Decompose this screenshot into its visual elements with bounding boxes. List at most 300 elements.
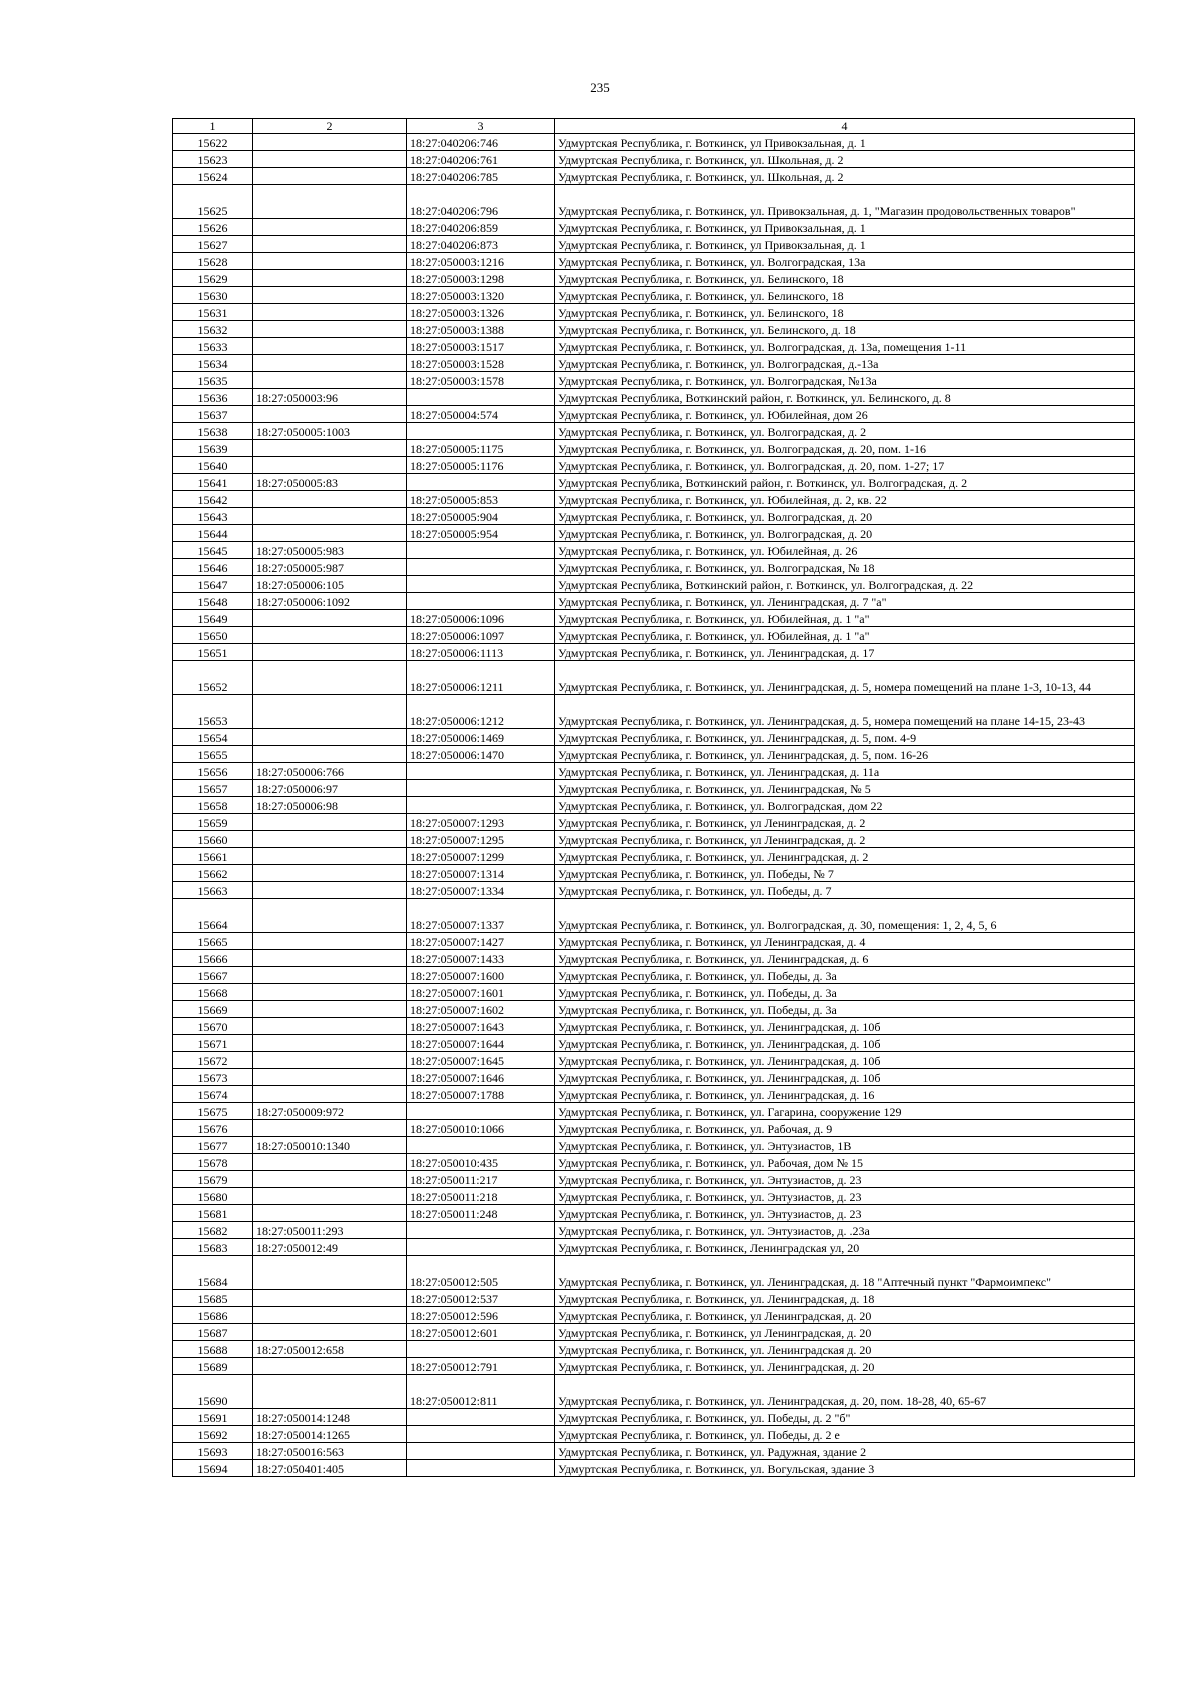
row-number: 15663 — [173, 882, 253, 899]
registry-table — [172, 118, 1135, 1477]
address: Удмуртская Республика, г. Воткинск, ул. Радужная, здание 2 — [555, 1443, 1135, 1460]
row-number: 15632 — [173, 321, 253, 338]
table-row — [173, 984, 1135, 1001]
row-number: 15635 — [173, 372, 253, 389]
row-number: 15670 — [173, 1018, 253, 1035]
row-number: 15656 — [173, 763, 253, 780]
cadastral-number-col2: 18:27:050014:1265 — [253, 1426, 407, 1443]
cadastral-number-col3 — [407, 1460, 555, 1477]
address: Удмуртская Республика, г. Воткинск, ул Ленинградская, д. 2 — [555, 814, 1135, 831]
cadastral-number-col2 — [253, 134, 407, 151]
cadastral-number-col2 — [253, 1188, 407, 1205]
row-number: 15642 — [173, 491, 253, 508]
cadastral-number-col2 — [253, 168, 407, 185]
cadastral-number-col3: 18:27:040206:785 — [407, 168, 555, 185]
cadastral-number-col2 — [253, 729, 407, 746]
table-row — [173, 593, 1135, 610]
row-number: 15665 — [173, 933, 253, 950]
cadastral-number-col3 — [407, 1341, 555, 1358]
row-number: 15648 — [173, 593, 253, 610]
address: Удмуртская Республика, г. Воткинск, ул. Школьная, д. 2 — [555, 168, 1135, 185]
table-row — [173, 1154, 1135, 1171]
cadastral-number-col2: 18:27:050005:1003 — [253, 423, 407, 440]
address: Удмуртская Республика, г. Воткинск, ул. Победы, д. 3а — [555, 967, 1135, 984]
cadastral-number-col3: 18:27:050010:435 — [407, 1154, 555, 1171]
cadastral-number-col3: 18:27:050003:1326 — [407, 304, 555, 321]
cadastral-number-col2: 18:27:050003:96 — [253, 389, 407, 406]
cadastral-number-col3: 18:27:050006:1097 — [407, 627, 555, 644]
table-row — [173, 746, 1135, 763]
cadastral-number-col3: 18:27:040206:761 — [407, 151, 555, 168]
row-number: 15687 — [173, 1324, 253, 1341]
address: Удмуртская Республика, Воткинский район, г. Воткинск, ул. Волгоградская, д. 2 — [555, 474, 1135, 491]
header-col-3: 3 — [407, 119, 555, 134]
row-number: 15639 — [173, 440, 253, 457]
row-number: 15647 — [173, 576, 253, 593]
cadastral-number-col2 — [253, 644, 407, 661]
row-number: 15664 — [173, 899, 253, 933]
address: Удмуртская Республика, г. Воткинск, ул. Волгоградская, д. 20 — [555, 508, 1135, 525]
row-number: 15662 — [173, 865, 253, 882]
cadastral-number-col2 — [253, 746, 407, 763]
row-number: 15692 — [173, 1426, 253, 1443]
row-number: 15659 — [173, 814, 253, 831]
header-col-1: 1 — [173, 119, 253, 134]
table-row — [173, 168, 1135, 185]
table-row — [173, 1290, 1135, 1307]
table-row — [173, 1086, 1135, 1103]
address: Удмуртская Республика, г. Воткинск, ул. Ленинградская, д. 17 — [555, 644, 1135, 661]
address: Удмуртская Республика, Воткинский район, г. Воткинск, ул. Белинского, д. 8 — [555, 389, 1135, 406]
table-row — [173, 253, 1135, 270]
cadastral-number-col3: 18:27:050007:1602 — [407, 1001, 555, 1018]
table-row — [173, 355, 1135, 372]
cadastral-number-col2 — [253, 355, 407, 372]
table-row — [173, 627, 1135, 644]
address: Удмуртская Республика, г. Воткинск, ул. Победы, д. 3а — [555, 1001, 1135, 1018]
cadastral-number-col2: 18:27:050010:1340 — [253, 1137, 407, 1154]
address: Удмуртская Республика, г. Воткинск, ул. Белинского, 18 — [555, 304, 1135, 321]
cadastral-number-col3 — [407, 389, 555, 406]
cadastral-number-col3 — [407, 1103, 555, 1120]
table-row — [173, 780, 1135, 797]
cadastral-number-col3: 18:27:050007:1645 — [407, 1052, 555, 1069]
address: Удмуртская Республика, г. Воткинск, ул. Белинского, 18 — [555, 287, 1135, 304]
cadastral-number-col2 — [253, 1154, 407, 1171]
row-number: 15674 — [173, 1086, 253, 1103]
row-number: 15653 — [173, 695, 253, 729]
cadastral-number-col2 — [253, 304, 407, 321]
row-number: 15673 — [173, 1069, 253, 1086]
cadastral-number-col3: 18:27:050012:811 — [407, 1375, 555, 1409]
address: Удмуртская Республика, г. Воткинск, ул. Волгоградская, д. 2 — [555, 423, 1135, 440]
cadastral-number-col2: 18:27:050012:658 — [253, 1341, 407, 1358]
cadastral-number-col2: 18:27:050005:83 — [253, 474, 407, 491]
address: Удмуртская Республика, г. Воткинск, ул Привокзальная, д. 1 — [555, 134, 1135, 151]
cadastral-number-col2 — [253, 1171, 407, 1188]
cadastral-number-col2 — [253, 151, 407, 168]
row-number: 15686 — [173, 1307, 253, 1324]
table-row — [173, 797, 1135, 814]
cadastral-number-col2 — [253, 831, 407, 848]
address: Удмуртская Республика, г. Воткинск, ул Ленинградская, д. 4 — [555, 933, 1135, 950]
cadastral-number-col3: 18:27:050006:1096 — [407, 610, 555, 627]
address: Удмуртская Республика, г. Воткинск, ул. Ленинградская, д. 7 "а" — [555, 593, 1135, 610]
table-row — [173, 831, 1135, 848]
table-row — [173, 304, 1135, 321]
cadastral-number-col2 — [253, 440, 407, 457]
row-number: 15660 — [173, 831, 253, 848]
table-row — [173, 151, 1135, 168]
address: Удмуртская Республика, г. Воткинск, ул. Победы, д. 3а — [555, 984, 1135, 1001]
address: Удмуртская Республика, г. Воткинск, ул. Волгоградская, д. 20 — [555, 525, 1135, 542]
table-row — [173, 1256, 1135, 1290]
cadastral-number-col3: 18:27:050005:904 — [407, 508, 555, 525]
address: Удмуртская Республика, г. Воткинск, ул. Ленинградская, д. 18 "Аптечный пункт "Фармоимпекс" — [555, 1256, 1135, 1290]
row-number: 15631 — [173, 304, 253, 321]
cadastral-number-col3 — [407, 763, 555, 780]
table-row — [173, 1137, 1135, 1154]
table-row — [173, 1409, 1135, 1426]
table-row — [173, 270, 1135, 287]
row-number: 15644 — [173, 525, 253, 542]
table-row — [173, 967, 1135, 984]
cadastral-number-col2 — [253, 610, 407, 627]
address: Удмуртская Республика, г. Воткинск, ул. Волгоградская, д. 13а, помещения 1-11 — [555, 338, 1135, 355]
cadastral-number-col2 — [253, 1256, 407, 1290]
cadastral-number-col2 — [253, 848, 407, 865]
cadastral-number-col2 — [253, 865, 407, 882]
address: Удмуртская Республика, г. Воткинск, ул. Волгоградская, 13а — [555, 253, 1135, 270]
row-number: 15641 — [173, 474, 253, 491]
cadastral-number-col3 — [407, 423, 555, 440]
header-col-2: 2 — [253, 119, 407, 134]
row-number: 15683 — [173, 1239, 253, 1256]
row-number: 15625 — [173, 185, 253, 219]
table-row — [173, 423, 1135, 440]
row-number: 15669 — [173, 1001, 253, 1018]
row-number: 15671 — [173, 1035, 253, 1052]
cadastral-number-col2 — [253, 695, 407, 729]
row-number: 15690 — [173, 1375, 253, 1409]
cadastral-number-col2 — [253, 338, 407, 355]
row-number: 15645 — [173, 542, 253, 559]
row-number: 15678 — [173, 1154, 253, 1171]
address: Удмуртская Республика, г. Воткинск, ул. Победы, д. 2 "б" — [555, 1409, 1135, 1426]
cadastral-number-col2 — [253, 457, 407, 474]
address: Удмуртская Республика, г. Воткинск, Ленинградская ул, 20 — [555, 1239, 1135, 1256]
row-number: 15689 — [173, 1358, 253, 1375]
address: Удмуртская Республика, г. Воткинск, ул. Энтузиастов, 1В — [555, 1137, 1135, 1154]
table-row — [173, 1426, 1135, 1443]
cadastral-number-col2 — [253, 1375, 407, 1409]
row-number: 15627 — [173, 236, 253, 253]
address: Удмуртская Республика, г. Воткинск, ул. Ленинградская, д. 10б — [555, 1069, 1135, 1086]
address: Удмуртская Республика, г. Воткинск, ул. Волгоградская, д.-13а — [555, 355, 1135, 372]
cadastral-number-col2 — [253, 1052, 407, 1069]
table-row — [173, 848, 1135, 865]
address: Удмуртская Республика, г. Воткинск, ул. Энтузиастов, д. 23 — [555, 1188, 1135, 1205]
table-row — [173, 610, 1135, 627]
table-row — [173, 933, 1135, 950]
table-row — [173, 1358, 1135, 1375]
cadastral-number-col2 — [253, 1324, 407, 1341]
row-number: 15658 — [173, 797, 253, 814]
cadastral-number-col3: 18:27:050007:1295 — [407, 831, 555, 848]
cadastral-number-col2 — [253, 406, 407, 423]
table-row — [173, 1035, 1135, 1052]
row-number: 15691 — [173, 1409, 253, 1426]
table-row — [173, 1307, 1135, 1324]
row-number: 15646 — [173, 559, 253, 576]
cadastral-number-col3: 18:27:050007:1337 — [407, 899, 555, 933]
cadastral-number-col2 — [253, 491, 407, 508]
cadastral-number-col2: 18:27:050014:1248 — [253, 1409, 407, 1426]
cadastral-number-col3: 18:27:050006:1113 — [407, 644, 555, 661]
cadastral-number-col3: 18:27:050003:1517 — [407, 338, 555, 355]
address: Удмуртская Республика, г. Воткинск, ул. Волгоградская, д. 20, пом. 1-16 — [555, 440, 1135, 457]
table-row — [173, 1103, 1135, 1120]
row-number: 15654 — [173, 729, 253, 746]
cadastral-number-col2: 18:27:050005:987 — [253, 559, 407, 576]
cadastral-number-col3: 18:27:050006:1470 — [407, 746, 555, 763]
table-row — [173, 372, 1135, 389]
cadastral-number-col3 — [407, 1222, 555, 1239]
cadastral-number-col2: 18:27:050006:97 — [253, 780, 407, 797]
address: Удмуртская Республика, г. Воткинск, ул Ленинградская, д. 20 — [555, 1307, 1135, 1324]
table-row — [173, 185, 1135, 219]
cadastral-number-col2 — [253, 882, 407, 899]
table-row — [173, 1375, 1135, 1409]
table-row — [173, 491, 1135, 508]
cadastral-number-col3 — [407, 1409, 555, 1426]
cadastral-number-col2 — [253, 372, 407, 389]
table-row — [173, 134, 1135, 151]
cadastral-number-col2 — [253, 950, 407, 967]
cadastral-number-col3: 18:27:050007:1643 — [407, 1018, 555, 1035]
header-col-4: 4 — [555, 119, 1135, 134]
page-number: 235 — [590, 80, 610, 95]
cadastral-number-col2 — [253, 1290, 407, 1307]
cadastral-number-col3: 18:27:050007:1334 — [407, 882, 555, 899]
cadastral-number-col3: 18:27:050007:1314 — [407, 865, 555, 882]
row-number: 15643 — [173, 508, 253, 525]
address: Удмуртская Республика, г. Воткинск, ул. Ленинградская, д. 10б — [555, 1018, 1135, 1035]
table-row — [173, 695, 1135, 729]
cadastral-number-col3: 18:27:050007:1433 — [407, 950, 555, 967]
cadastral-number-col3: 18:27:050006:1211 — [407, 661, 555, 695]
cadastral-number-col2: 18:27:050006:98 — [253, 797, 407, 814]
address: Удмуртская Республика, г. Воткинск, ул. Юбилейная, д. 2, кв. 22 — [555, 491, 1135, 508]
cadastral-number-col3: 18:27:050012:537 — [407, 1290, 555, 1307]
table-row — [173, 1018, 1135, 1035]
row-number: 15682 — [173, 1222, 253, 1239]
row-number: 15652 — [173, 661, 253, 695]
cadastral-number-col3: 18:27:050007:1427 — [407, 933, 555, 950]
cadastral-number-col3: 18:27:050011:248 — [407, 1205, 555, 1222]
row-number: 15679 — [173, 1171, 253, 1188]
row-number: 15681 — [173, 1205, 253, 1222]
cadastral-number-col2 — [253, 185, 407, 219]
table-row — [173, 219, 1135, 236]
table-row — [173, 1069, 1135, 1086]
row-number: 15634 — [173, 355, 253, 372]
address: Удмуртская Республика, г. Воткинск, ул. Ленинградская, д. 16 — [555, 1086, 1135, 1103]
cadastral-number-col3: 18:27:050005:1175 — [407, 440, 555, 457]
row-number: 15636 — [173, 389, 253, 406]
table-row — [173, 457, 1135, 474]
cadastral-number-col2 — [253, 1069, 407, 1086]
row-number: 15676 — [173, 1120, 253, 1137]
table-row — [173, 287, 1135, 304]
address: Удмуртская Республика, г. Воткинск, ул. Школьная, д. 2 — [555, 151, 1135, 168]
table-row — [173, 1205, 1135, 1222]
address: Удмуртская Республика, г. Воткинск, ул. Энтузиастов, д. 23 — [555, 1205, 1135, 1222]
address: Удмуртская Республика, г. Воткинск, ул. Ленинградская, д. 5, пом. 16-26 — [555, 746, 1135, 763]
cadastral-number-col2 — [253, 1205, 407, 1222]
table-row — [173, 576, 1135, 593]
table-row — [173, 729, 1135, 746]
address: Удмуртская Республика, г. Воткинск, ул Привокзальная, д. 1 — [555, 219, 1135, 236]
table-row — [173, 1188, 1135, 1205]
table-row — [173, 899, 1135, 933]
address: Удмуртская Республика, г. Воткинск, ул. Ленинградская, д. 11а — [555, 763, 1135, 780]
table-row — [173, 1001, 1135, 1018]
table-row — [173, 1460, 1135, 1477]
cadastral-number-col2: 18:27:050016:563 — [253, 1443, 407, 1460]
address: Удмуртская Республика, г. Воткинск, ул. Волгоградская, д. 30, помещения: 1, 2, 4, 5, 6 — [555, 899, 1135, 933]
cadastral-number-col3 — [407, 542, 555, 559]
table-row — [173, 474, 1135, 491]
table-body — [173, 134, 1135, 1477]
cadastral-number-col3: 18:27:050007:1299 — [407, 848, 555, 865]
cadastral-number-col3: 18:27:050003:1298 — [407, 270, 555, 287]
cadastral-number-col2 — [253, 1120, 407, 1137]
row-number: 15693 — [173, 1443, 253, 1460]
cadastral-number-col3: 18:27:050012:596 — [407, 1307, 555, 1324]
cadastral-number-col2 — [253, 1035, 407, 1052]
table-row — [173, 406, 1135, 423]
row-number: 15675 — [173, 1103, 253, 1120]
table-row — [173, 559, 1135, 576]
table-row — [173, 1222, 1135, 1239]
address: Удмуртская Республика, Воткинский район, г. Воткинск, ул. Волгоградская, д. 22 — [555, 576, 1135, 593]
cadastral-number-col3 — [407, 1239, 555, 1256]
address: Удмуртская Республика, г. Воткинск, ул. Рабочая, дом № 15 — [555, 1154, 1135, 1171]
cadastral-number-col3: 18:27:050007:1600 — [407, 967, 555, 984]
row-number: 15640 — [173, 457, 253, 474]
row-number: 15680 — [173, 1188, 253, 1205]
address: Удмуртская Республика, г. Воткинск, ул. Энтузиастов, д. 23 — [555, 1171, 1135, 1188]
cadastral-number-col3: 18:27:050007:1601 — [407, 984, 555, 1001]
cadastral-number-col3: 18:27:050011:217 — [407, 1171, 555, 1188]
cadastral-number-col2 — [253, 236, 407, 253]
table-row — [173, 763, 1135, 780]
cadastral-number-col3: 18:27:050005:954 — [407, 525, 555, 542]
table-row — [173, 1052, 1135, 1069]
header-row — [173, 119, 1135, 134]
cadastral-number-col3: 18:27:050003:1320 — [407, 287, 555, 304]
address: Удмуртская Республика, г. Воткинск, ул. Юбилейная, д. 1 "а" — [555, 627, 1135, 644]
cadastral-number-col3: 18:27:050007:1644 — [407, 1035, 555, 1052]
address: Удмуртская Республика, г. Воткинск, ул. Гагарина, сооружение 129 — [555, 1103, 1135, 1120]
cadastral-number-col3: 18:27:050003:1578 — [407, 372, 555, 389]
address: Удмуртская Республика, г. Воткинск, ул. Юбилейная, д. 26 — [555, 542, 1135, 559]
address: Удмуртская Республика, г. Воткинск, ул. Ленинградская, д. 5, пом. 4-9 — [555, 729, 1135, 746]
table-row — [173, 1341, 1135, 1358]
table-row — [173, 644, 1135, 661]
cadastral-number-col3 — [407, 797, 555, 814]
address: Удмуртская Республика, г. Воткинск, ул. Привокзальная, д. 1, "Магазин продовольственных товаров" — [555, 185, 1135, 219]
cadastral-number-col3: 18:27:050007:1788 — [407, 1086, 555, 1103]
cadastral-number-col2 — [253, 899, 407, 933]
cadastral-number-col2 — [253, 253, 407, 270]
cadastral-number-col2 — [253, 321, 407, 338]
address: Удмуртская Республика, г. Воткинск, ул. Волгоградская, д. 20, пом. 1-27; 17 — [555, 457, 1135, 474]
table-row — [173, 814, 1135, 831]
address: Удмуртская Республика, г. Воткинск, ул. Энтузиастов, д. .23а — [555, 1222, 1135, 1239]
address: Удмуртская Республика, г. Воткинск, ул Привокзальная, д. 1 — [555, 236, 1135, 253]
cadastral-number-col3: 18:27:050005:853 — [407, 491, 555, 508]
cadastral-number-col3: 18:27:050012:505 — [407, 1256, 555, 1290]
row-number: 15633 — [173, 338, 253, 355]
row-number: 15668 — [173, 984, 253, 1001]
cadastral-number-col3 — [407, 559, 555, 576]
row-number: 15638 — [173, 423, 253, 440]
cadastral-number-col2 — [253, 627, 407, 644]
cadastral-number-col2 — [253, 984, 407, 1001]
cadastral-number-col2 — [253, 967, 407, 984]
cadastral-number-col3: 18:27:050004:574 — [407, 406, 555, 423]
address: Удмуртская Республика, г. Воткинск, ул. Ленинградская, д. 10б — [555, 1052, 1135, 1069]
address: Удмуртская Республика, г. Воткинск, ул. Ленинградская, д. 6 — [555, 950, 1135, 967]
row-number: 15666 — [173, 950, 253, 967]
cadastral-number-col3: 18:27:050007:1646 — [407, 1069, 555, 1086]
cadastral-number-col3: 18:27:050011:218 — [407, 1188, 555, 1205]
row-number: 15623 — [173, 151, 253, 168]
cadastral-number-col2 — [253, 1018, 407, 1035]
row-number: 15630 — [173, 287, 253, 304]
address: Удмуртская Республика, г. Воткинск, ул. Белинского, д. 18 — [555, 321, 1135, 338]
cadastral-number-col2 — [253, 1086, 407, 1103]
table-row — [173, 950, 1135, 967]
row-number: 15672 — [173, 1052, 253, 1069]
table-row — [173, 1239, 1135, 1256]
table-row — [173, 525, 1135, 542]
row-number: 15694 — [173, 1460, 253, 1477]
table-row — [173, 1120, 1135, 1137]
cadastral-number-col2 — [253, 270, 407, 287]
cadastral-number-col2: 18:27:050006:105 — [253, 576, 407, 593]
row-number: 15624 — [173, 168, 253, 185]
row-number: 15657 — [173, 780, 253, 797]
address: Удмуртская Республика, г. Воткинск, ул. Ленинградская, д. 18 — [555, 1290, 1135, 1307]
cadastral-number-col2 — [253, 508, 407, 525]
address: Удмуртская Республика, г. Воткинск, ул. Победы, д. 2 е — [555, 1426, 1135, 1443]
cadastral-number-col2 — [253, 1307, 407, 1324]
cadastral-number-col2: 18:27:050006:766 — [253, 763, 407, 780]
address: Удмуртская Республика, г. Воткинск, ул. Волгоградская, № 18 — [555, 559, 1135, 576]
cadastral-number-col3: 18:27:050012:601 — [407, 1324, 555, 1341]
cadastral-number-col3: 18:27:040206:746 — [407, 134, 555, 151]
cadastral-number-col2: 18:27:050005:983 — [253, 542, 407, 559]
table-row — [173, 508, 1135, 525]
table-row — [173, 389, 1135, 406]
cadastral-number-col3 — [407, 576, 555, 593]
table-row — [173, 1324, 1135, 1341]
cadastral-number-col2 — [253, 814, 407, 831]
address: Удмуртская Республика, г. Воткинск, ул. Ленинградская, д. 20 — [555, 1358, 1135, 1375]
